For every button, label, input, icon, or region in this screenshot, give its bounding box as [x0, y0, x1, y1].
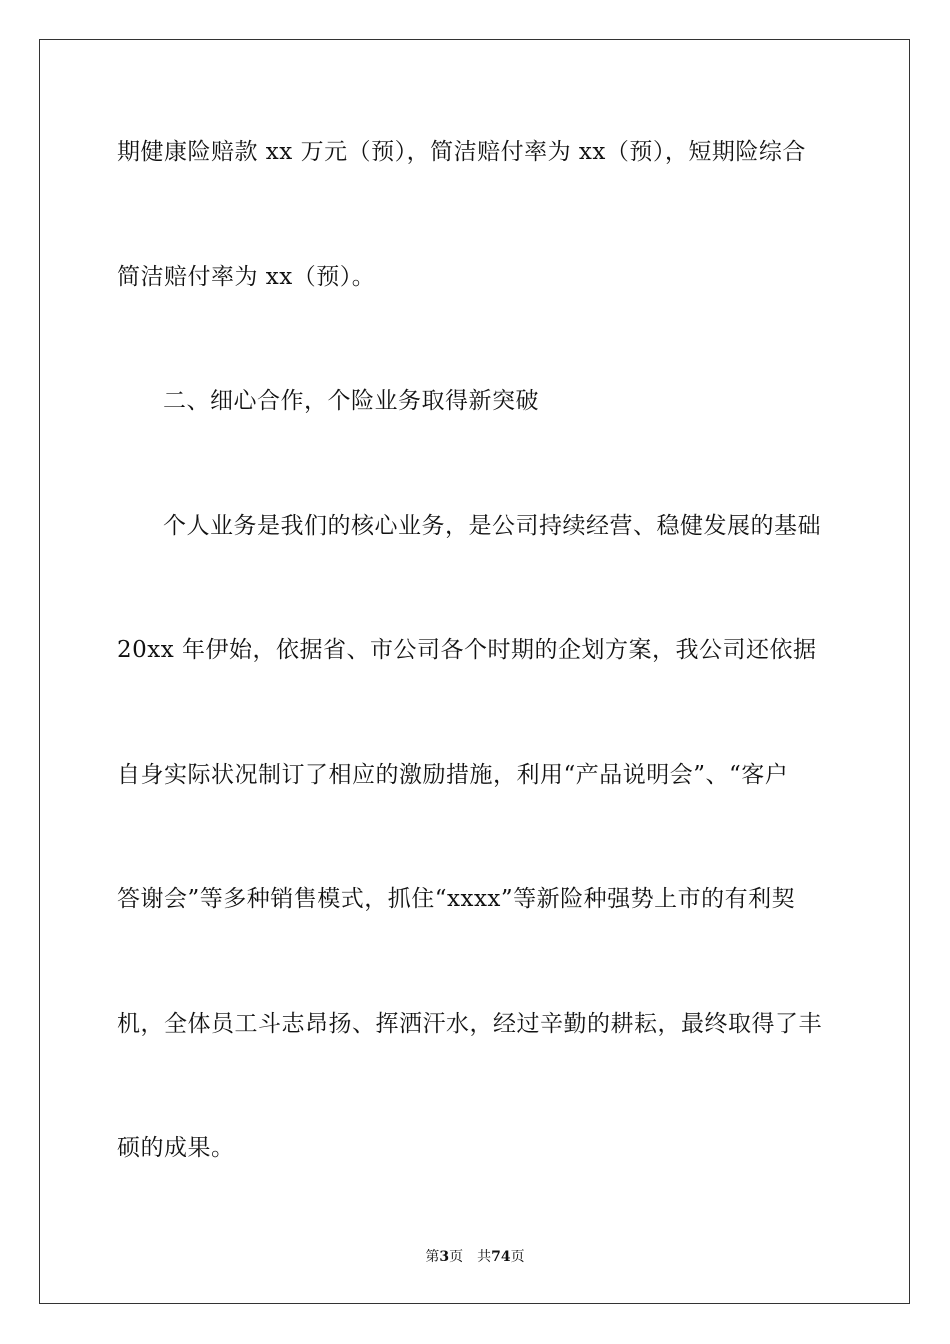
- paragraph-first-line: 个人业务是我们的核心业务，是公司持续经营、稳健发展的基础: [163, 513, 821, 539]
- page-footer: [0, 1247, 950, 1267]
- page-number: 3: [439, 1249, 450, 1265]
- total-prefix: 共: [477, 1249, 492, 1265]
- total-suffix: 页: [510, 1249, 525, 1265]
- page-border: [39, 39, 910, 1304]
- page-prefix: 第: [425, 1249, 440, 1265]
- body-line-1: 期健康险赔款 xx 万元（预），简洁赔付率为 xx（预），短期险综合: [117, 139, 806, 165]
- body-line-6: 自身实际状况制订了相应的激励措施，利用“产品说明会”、“客户: [117, 762, 789, 788]
- total-pages: 74: [491, 1249, 511, 1265]
- body-line-5: 20xx 年伊始，依据省、市公司各个时期的企划方案，我公司还依据: [117, 637, 817, 663]
- page-suffix: 页: [449, 1249, 464, 1265]
- body-line-7: 答谢会”等多种销售模式，抓住“xxxx”等新险种强势上市的有利契: [117, 886, 796, 912]
- body-line-9: 硕的成果。: [117, 1135, 235, 1161]
- body-line-8: 机，全体员工斗志昂扬、挥洒汗水，经过辛勤的耕耘，最终取得了丰: [117, 1011, 822, 1037]
- section-heading: 二、细心合作，个险业务取得新突破: [163, 388, 539, 414]
- body-line-2: 简洁赔付率为 xx（预）。: [117, 264, 376, 290]
